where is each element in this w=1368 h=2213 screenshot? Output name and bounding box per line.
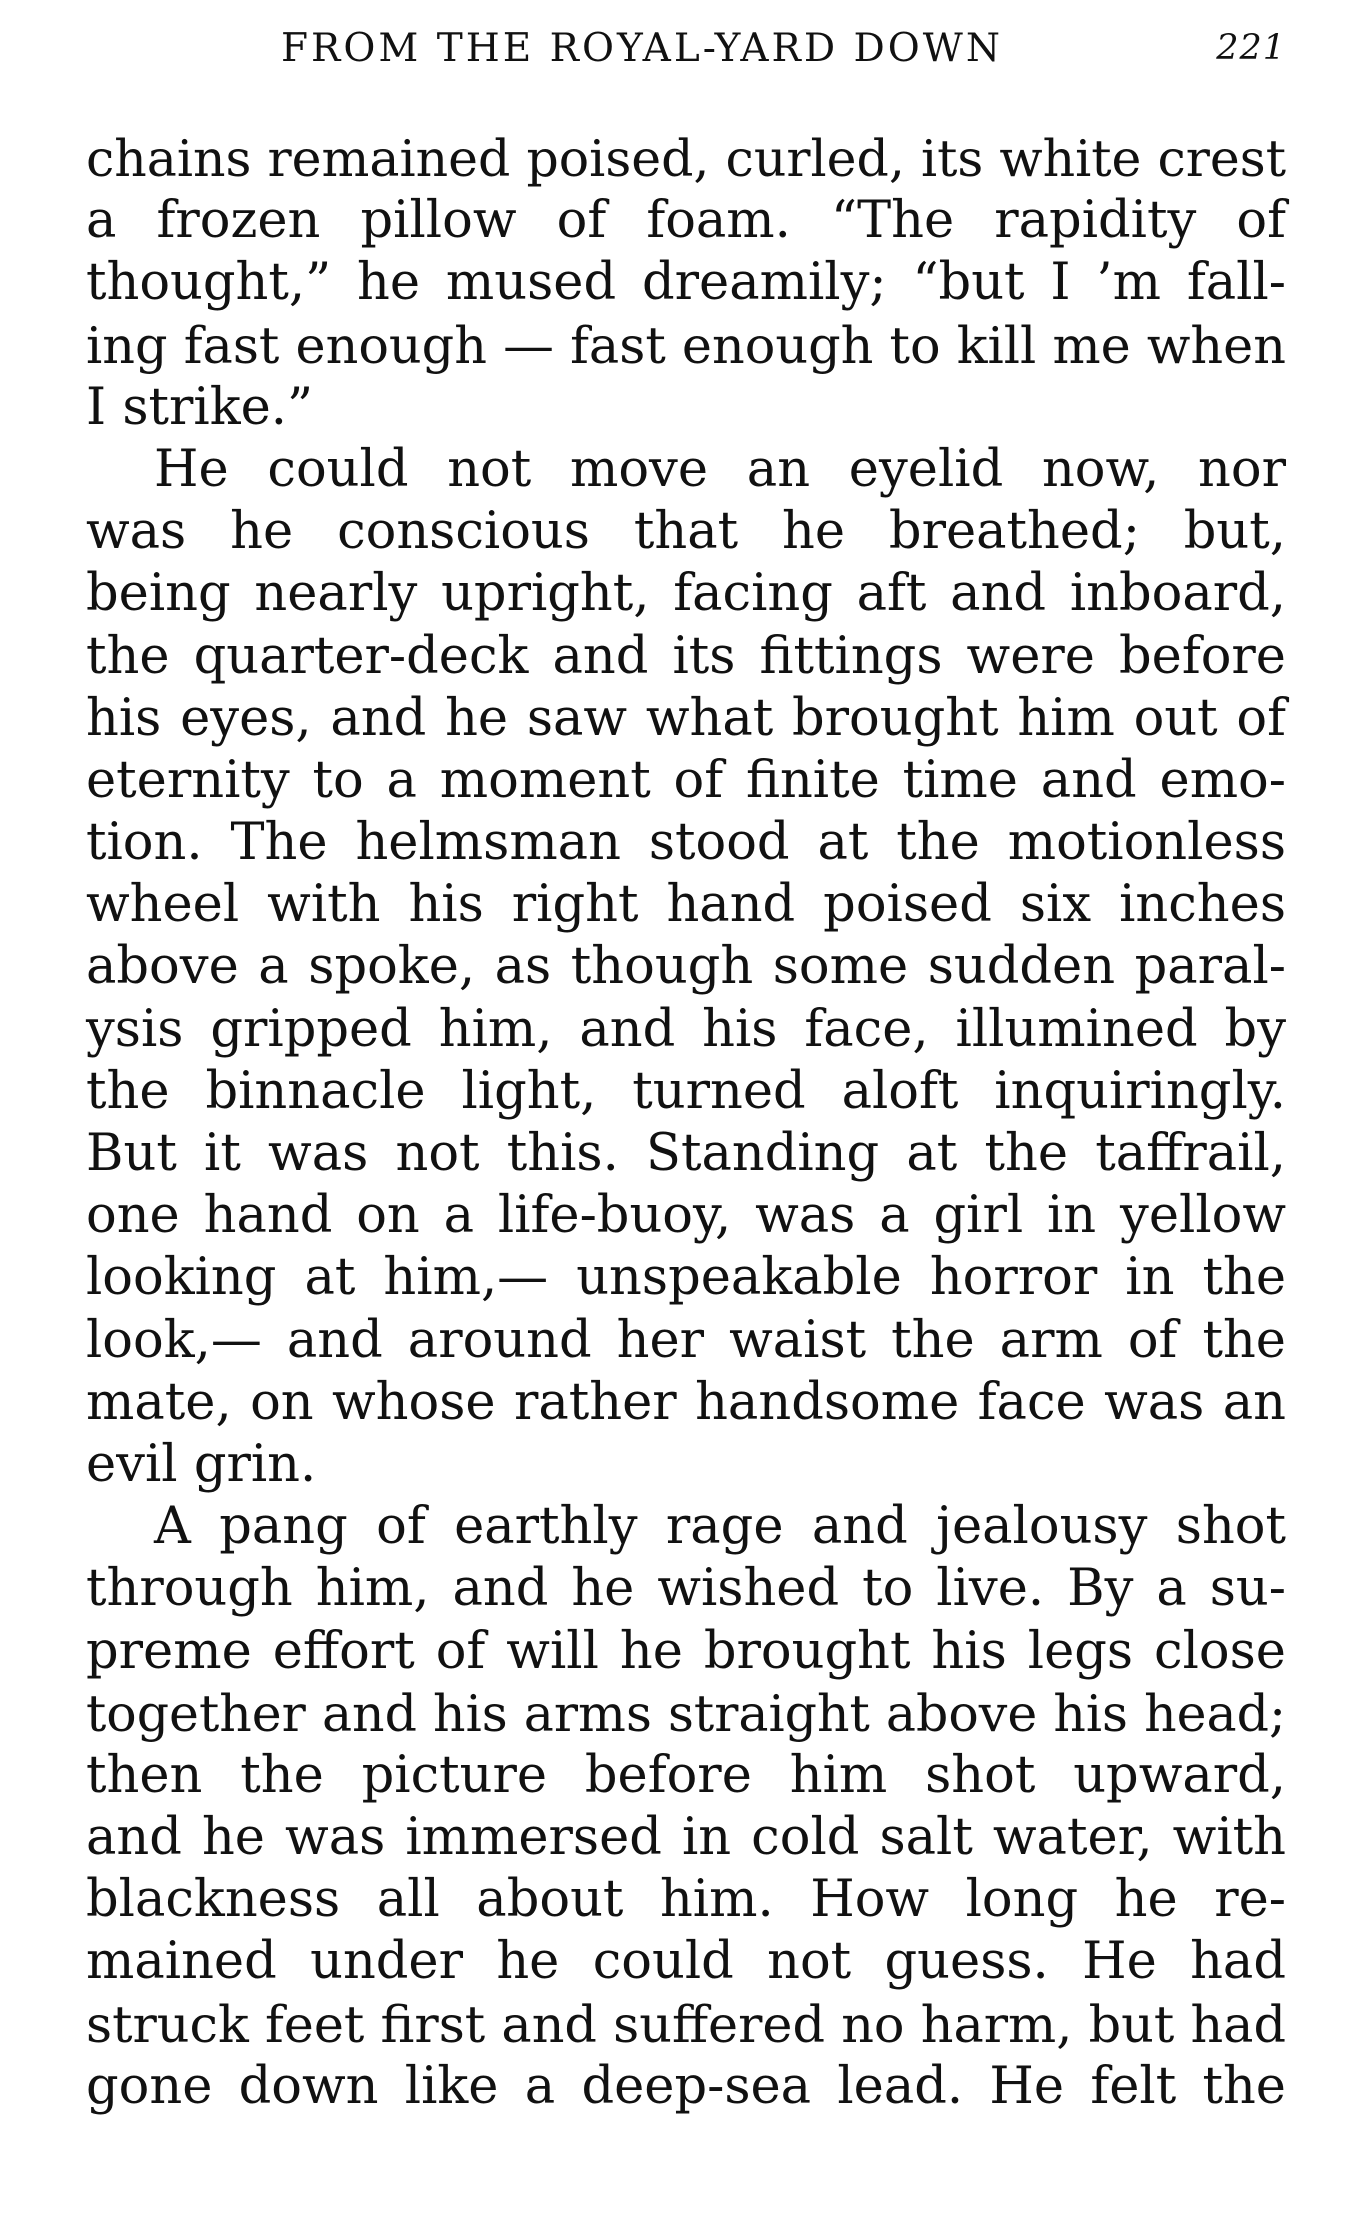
body-text — [86, 128, 1286, 2118]
text-line: look,— and around her waist the arm of the — [86, 1310, 1286, 1370]
text-line: chains remained poised, curled, its white crest — [86, 129, 1286, 188]
text-line: his eyes, and he saw what brought him out of — [86, 688, 1286, 748]
text-line: the binnacle light, turned aloft inquiringly. — [86, 1061, 1286, 1121]
text-line: tion. The helmsman stood at the motionless — [86, 813, 1286, 873]
text-line: one hand on a life-buoy, was a girl in yellow — [86, 1186, 1286, 1246]
text-line: eternity to a moment of finite time and emo- — [86, 750, 1286, 810]
paragraph-end-line: I strike.” — [86, 377, 314, 437]
text-line: blackness all about him. How long he re- — [86, 1870, 1286, 1930]
text-line: thought,” he mused dreamily; “but I ’m fall- — [86, 253, 1286, 313]
text-line: mained under he could not guess. He had — [86, 1932, 1286, 1992]
text-line: was he conscious that he breathed; but, — [86, 502, 1286, 562]
text-line: wheel with his right hand poised six inches — [86, 875, 1286, 935]
text-line: and he was immersed in cold salt water, with — [86, 1808, 1286, 1868]
paragraph-end-line: evil grin. — [86, 1434, 317, 1494]
text-line: being nearly upright, facing aft and inboard, — [86, 564, 1286, 624]
running-title: FROM THE ROYAL-YARD DOWN — [281, 26, 1003, 71]
text-line: struck feet first and suffered no harm, but had — [86, 1994, 1286, 2054]
text-line: preme effort of will he brought his legs close — [86, 1621, 1286, 1681]
running-head — [86, 26, 1286, 70]
text-line: together and his arms straight above his head; — [86, 1683, 1286, 1743]
text-line: mate, on whose rather handsome face was an — [86, 1372, 1286, 1432]
text-line: looking at him,— unspeakable horror in the — [86, 1248, 1286, 1308]
text-line: then the picture before him shot upward, — [86, 1745, 1286, 1805]
paragraph-start-line: He could not move an eyelid now, nor — [154, 439, 1286, 499]
text-line: the quarter-deck and its fittings were before — [86, 626, 1286, 686]
text-line: a frozen pillow of foam. “The rapidity of — [86, 191, 1286, 251]
text-line: through him, and he wished to live. By a su- — [86, 1559, 1286, 1619]
text-line: gone down like a deep-sea lead. He felt the — [86, 2056, 1286, 2116]
paragraph-start-line: A pang of earthly rage and jealousy shot — [154, 1497, 1286, 1557]
text-line: ysis gripped him, and his face, illumined by — [86, 999, 1286, 1059]
text-line: But it was not this. Standing at the taffrail, — [86, 1124, 1286, 1183]
text-line: ing fast enough — fast enough to kill me when — [86, 315, 1286, 375]
page-number: 221 — [1216, 28, 1286, 68]
text-line: above a spoke, as though some sudden paral- — [86, 937, 1286, 997]
